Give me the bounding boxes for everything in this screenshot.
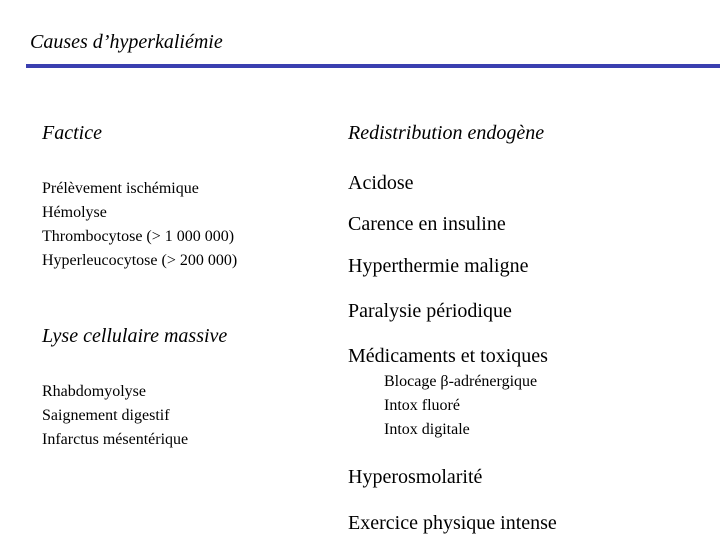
list-item: Infarctus mésentérique xyxy=(42,431,189,448)
redistribution-heading: Redistribution endogène xyxy=(348,122,545,144)
list-item: Blocage β-adrénergique xyxy=(384,373,538,390)
title-divider xyxy=(26,64,720,68)
exercice-item: Exercice physique intense xyxy=(348,512,557,534)
paralysie-item: Paralysie périodique xyxy=(348,300,512,322)
list-item: Prélèvement ischémique xyxy=(42,180,199,197)
lyse-list xyxy=(42,380,188,452)
list-item: Thrombocytose (> 1 000 000) xyxy=(42,228,235,245)
list-item: Hyperleucocytose (> 200 000) xyxy=(42,252,238,269)
hyperosmolarite-item: Hyperosmolarité xyxy=(348,466,483,488)
acidose-item: Acidose xyxy=(348,172,414,194)
factice-heading: Factice xyxy=(42,122,102,144)
slide-title: Causes d’hyperkaliémie xyxy=(30,31,223,53)
carence-item: Carence en insuline xyxy=(348,213,506,235)
medicaments-item: Médicaments et toxiques xyxy=(348,345,548,367)
list-item: Intox digitale xyxy=(384,421,470,438)
factice-list xyxy=(42,177,237,273)
hyperthermie-item: Hyperthermie maligne xyxy=(348,255,529,277)
list-item: Saignement digestif xyxy=(42,407,170,424)
lyse-heading: Lyse cellulaire massive xyxy=(42,325,228,347)
list-item: Intox fluoré xyxy=(384,397,460,414)
medicaments-sublist xyxy=(384,370,537,442)
list-item: Rhabdomyolyse xyxy=(42,383,146,400)
list-item: Hémolyse xyxy=(42,204,107,221)
